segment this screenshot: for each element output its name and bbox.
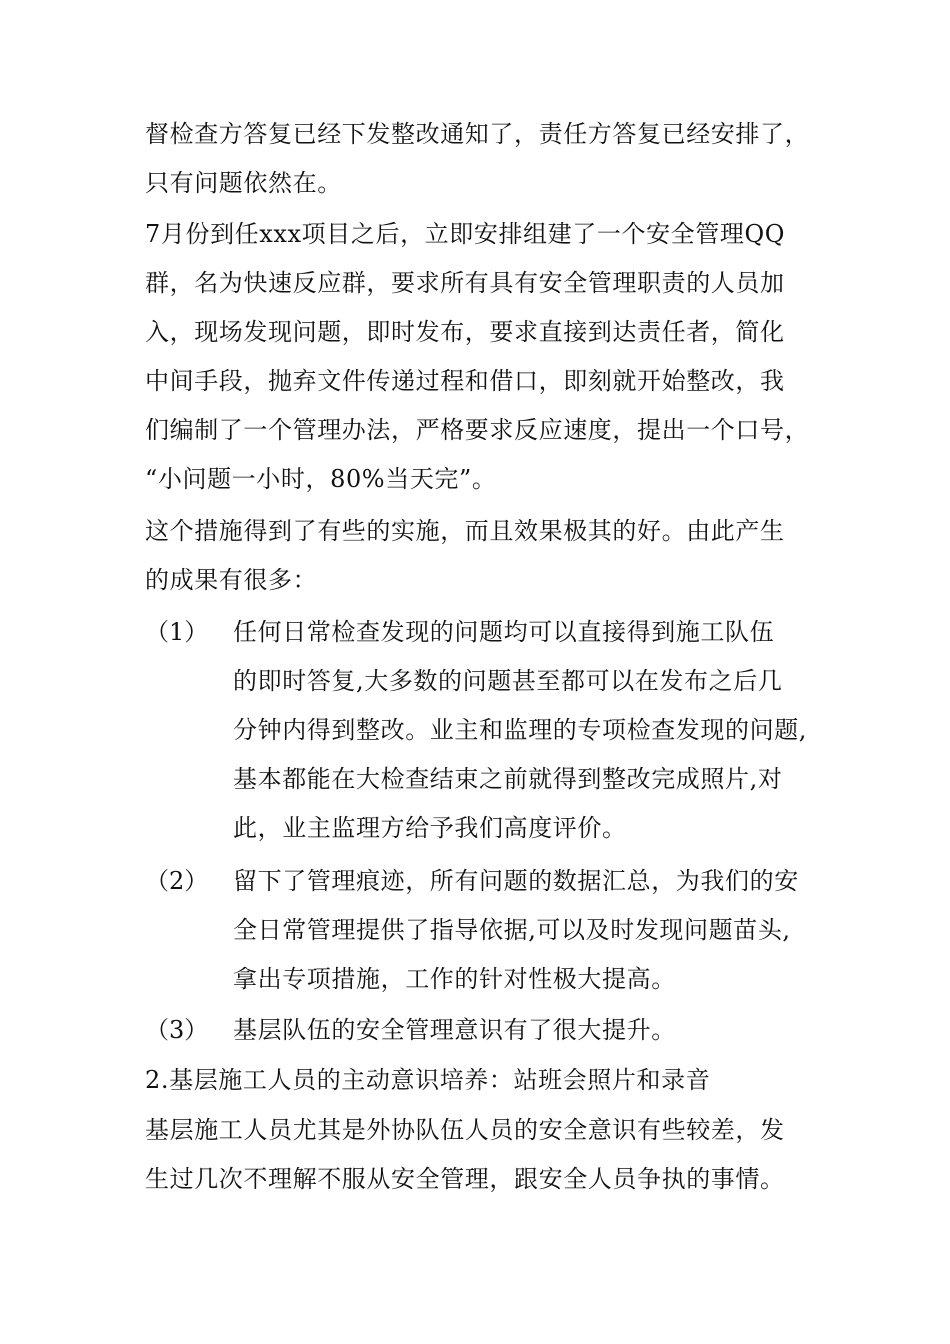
para2-line-2: 群，名为快速反应群，要求所有具有安全管理职责的人员加 — [145, 269, 785, 297]
para2-line-5: 们编制了一个管理办法，严格要求反应速度，提出一个口号， — [145, 416, 810, 444]
list-item-2-line-3: 拿出专项措施，工作的针对性极大提高。 — [233, 965, 676, 993]
para2-line-3: 入，现场发现问题，即时发布，要求直接到达责任者，简化 — [145, 318, 785, 346]
list-item-3-line-1: 基层队伍的安全管理意识有了很大提升。 — [233, 1016, 676, 1044]
para4-line-2: 生过几次不理解不服从安全管理，跟安全人员争执的事情。 — [145, 1165, 785, 1193]
list-item-2-line-1: 留下了管理痕迹，所有问题的数据汇总，为我们的安 — [233, 867, 799, 895]
section-heading-2: 2.基层施工人员的主动意识培养：站班会照片和录音 — [145, 1066, 711, 1094]
para1-line-1: 督检查方答复已经下发整改通知了，责任方答复已经安排了， — [145, 120, 810, 148]
list-item-number-3: （3） — [145, 1016, 209, 1044]
list-item-number-2: （2） — [145, 867, 209, 895]
para2-line-1: 7月份到任xxx项目之后，立即安排组建了一个安全管理QQ — [145, 220, 786, 248]
para1-line-2: 只有问题依然在。 — [145, 169, 342, 197]
para3-line-1: 这个措施得到了有些的实施，而且效果极其的好。由此产生 — [145, 517, 785, 545]
list-item-1-line-2: 的即时答复,大多数的问题甚至都可以在发布之后几 — [233, 667, 783, 695]
list-item-1-line-1: 任何日常检查发现的问题均可以直接得到施工队伍 — [233, 618, 775, 646]
list-item-number-1: （1） — [145, 618, 209, 646]
para3-line-2: 的成果有很多： — [145, 566, 318, 594]
list-item-1-line-5: 此，业主监理方给予我们高度评价。 — [233, 814, 627, 842]
para4-line-1: 基层施工人员尤其是外协队伍人员的安全意识有些较差，发 — [145, 1116, 785, 1144]
para2-line-4: 中间手段，抛弃文件传递过程和借口，即刻就开始整改，我 — [145, 367, 785, 395]
list-item-1-line-3: 分钟内得到整改。业主和监理的专项检查发现的问题, — [233, 716, 808, 744]
list-item-2-line-2: 全日常管理提供了指导依据,可以及时发现问题苗头, — [233, 916, 791, 944]
list-item-1-line-4: 基本都能在大检查结束之前就得到整改完成照片,对 — [233, 765, 783, 793]
para2-line-6: “小问题一小时，80%当天完”。 — [145, 465, 497, 493]
